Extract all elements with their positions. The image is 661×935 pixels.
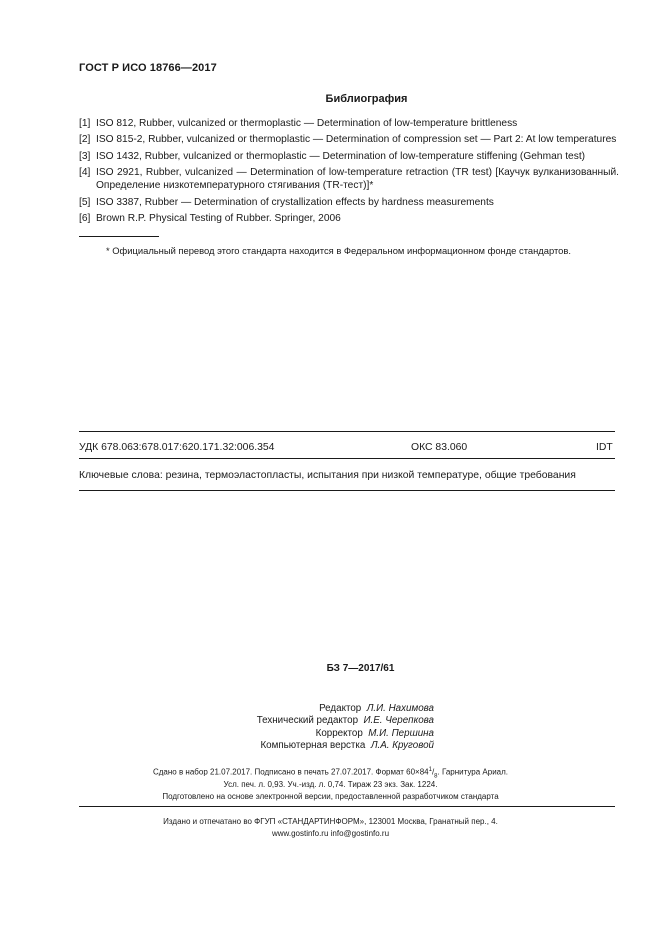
footnote-divider <box>79 236 159 237</box>
document-code-header: ГОСТ Р ИСО 18766—2017 <box>79 62 217 74</box>
bibliography-title: Библиография <box>325 93 408 105</box>
bibliography-item: [2] ISO 815-2, Rubber, vulcanized or thermoplastic — Determination of compression set — Part 2: At low temperatures <box>79 134 617 146</box>
divider-line <box>79 490 615 491</box>
credit-line: Компьютерная верстка Л.А. Круговой <box>260 740 434 752</box>
bibliography-item: [6] Brown R.P. Physical Testing of Rubber. Springer, 2006 <box>79 213 341 225</box>
print-info-line: Усл. печ. л. 0,93. Уч.-изд. л. 0,74. Тираж 23 экз. Зак. 1224. <box>223 780 438 789</box>
credit-line: Корректор М.И. Першина <box>315 727 434 739</box>
bibliography-item: [3] ISO 1432, Rubber, vulcanized or thermoplastic — Determination of low-temperature stiffening (Gehman test) <box>79 150 586 162</box>
divider-line <box>79 806 615 807</box>
keywords: Ключевые слова: резина, термоэластопласты, испытания при низкой температуре, общие требования <box>79 470 576 481</box>
credit-line: Технический редактор И.Е. Черепкова <box>256 715 434 727</box>
idt-label: IDT <box>596 442 613 453</box>
footnote: * Официальный перевод этого стандарта находится в Федеральном информационном фонде стандартов. <box>106 245 571 256</box>
divider-line <box>79 458 615 459</box>
credit-line: Редактор Л.И. Нахимова <box>319 703 434 714</box>
udk-code: УДК 678.063:678.017:620.171.32:006.354 <box>79 442 275 453</box>
bibliography-item: [5] ISO 3387, Rubber — Determination of crystallization effects by hardness measurements <box>79 196 494 208</box>
bz-number: БЗ 7—2017/61 <box>326 663 395 674</box>
print-info-line: Сдано в набор 21.07.2017. Подписано в печать 27.07.2017. Формат $60\times 84^1/_8$. Гарнитура Ариал. <box>152 767 509 780</box>
divider-line <box>79 431 615 432</box>
bibliography-item: [1] ISO 812, Rubber, vulcanized or thermoplastic — Determination of low-temperature brittleness <box>79 118 518 129</box>
editorial-credits <box>190 703 434 753</box>
publisher-contacts: www.gostinfo.ru info@gostinfo.ru <box>271 829 390 838</box>
oks-code: ОКС 83.060 <box>411 442 468 453</box>
publisher-address: Издано и отпечатано во ФГУП «СТАНДАРТИНФОРМ», 123001 Москва, Гранатный пер., 4. <box>163 817 498 826</box>
print-info-line: Подготовлено на основе электронной версии, предоставленной разработчиком стандарта <box>162 792 499 801</box>
bibliography-list <box>79 117 619 229</box>
bibliography-item: [4] ISO 2921, Rubber, vulcanized — Determination of low-temperature retraction (TR test) [Каучук вулканизованный. Определение низкотемпературного стягивания (TR-тест)]* <box>79 167 619 192</box>
